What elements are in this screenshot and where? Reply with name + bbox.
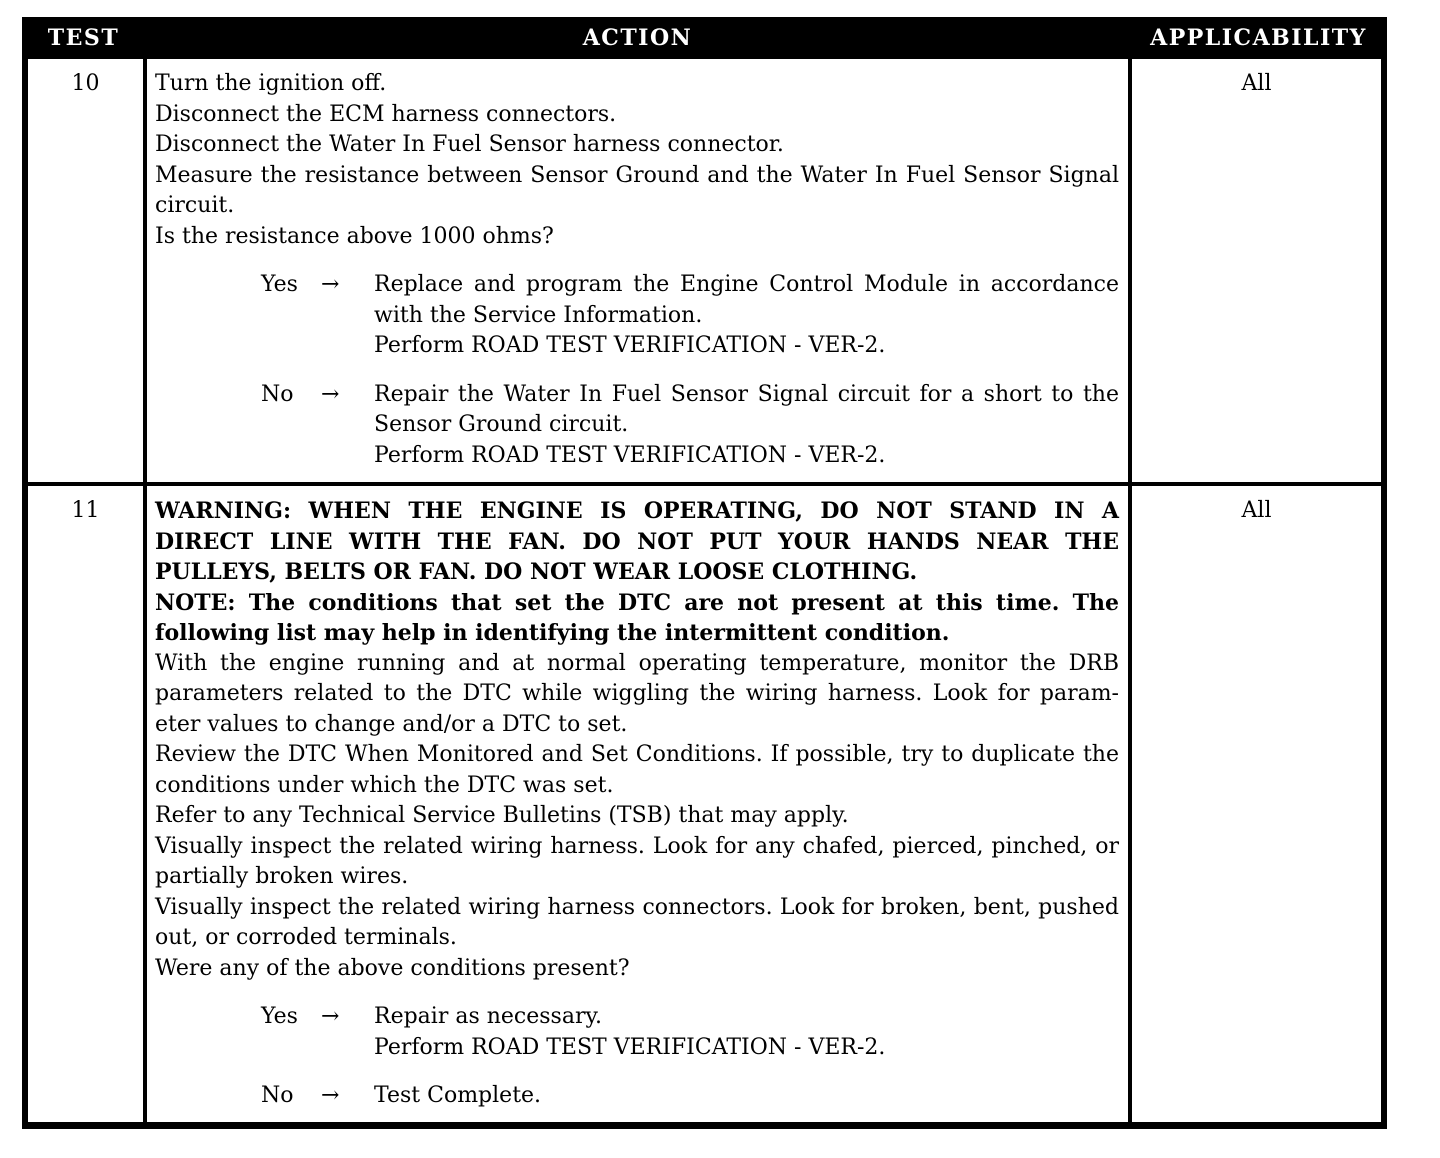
step: Review the DTC When Monitored and Set Conditions. If possible, try to duplicate the conditions under which the DTC was set.: [155, 742, 1119, 798]
step: With the engine running and at normal operating temperature, monitor the DRB parameters related to the DTC while wiggling the wiring harness. Look for param-eter values to change and/or a DTC to set.: [155, 650, 1119, 737]
step: Were any of the above conditions present?: [155, 955, 630, 981]
answer-label: No: [261, 381, 294, 407]
answer-no: [155, 1081, 1119, 1112]
answer-no: [155, 380, 1119, 472]
row-11-action-cell: [147, 486, 1128, 1122]
step: Disconnect the ECM harness connectors.: [155, 101, 617, 127]
applicability-value: All: [1241, 71, 1272, 96]
row-11-applicability-cell: [1132, 486, 1381, 1122]
answer-line: Repair the Water In Fuel Sensor Signal circuit for a short to the Sensor Ground circuit.: [374, 381, 1119, 437]
answer-yes: [155, 270, 1119, 362]
answer-line: Test Complete.: [374, 1083, 542, 1108]
arrow-icon: →: [321, 1083, 340, 1108]
note-text: NOTE: The conditions that set the DTC are not present at this time. The following list may help in identifying the intermittent condition.: [155, 589, 1119, 646]
arrow-icon: →: [321, 381, 340, 407]
header-action: ACTION: [582, 25, 693, 51]
answer-label: Yes: [261, 272, 298, 297]
answer-label: Yes: [261, 1004, 298, 1029]
diagnostic-table: [22, 17, 1387, 1129]
row-10-applicability-cell: [1132, 59, 1381, 482]
applicability-value: All: [1241, 498, 1272, 523]
step: Visually inspect the related wiring harness. Look for any chafed, pierced, pinched, or partially broken wires.: [155, 833, 1119, 889]
answer-label: No: [261, 1083, 294, 1108]
step: Turn the ignition off.: [155, 71, 387, 96]
arrow-icon: →: [321, 1004, 340, 1029]
step: Refer to any Technical Service Bulletins (TSB) that may apply.: [155, 803, 849, 828]
test-number: 11: [71, 498, 100, 523]
answer-line: Repair as necessary.: [374, 1004, 602, 1029]
answer-line: Replace and program the Engine Control Module in accordance with the Service Information.: [374, 272, 1119, 328]
answer-yes: [155, 1002, 1119, 1063]
step: Visually inspect the related wiring harness connectors. Look for broken, bent, pushed out, or corroded terminals.: [155, 894, 1119, 950]
answer-line: Perform ROAD TEST VERIFICATION - VER-2.: [374, 1034, 886, 1060]
arrow-icon: →: [321, 272, 340, 297]
answer-line: Perform ROAD TEST VERIFICATION - VER-2.: [374, 442, 886, 468]
row-10-test-cell: [28, 59, 143, 482]
warning-text: WARNING: WHEN THE ENGINE IS OPERATING, DO NOT STAND IN A DIRECT LINE WITH THE FAN. DO NOT PUT YOUR HANDS NEAR THE PULLEYS, BELTS OR FAN. DO NOT WEAR LOOSE CLOTHING.: [155, 498, 1119, 585]
step: Disconnect the Water In Fuel Sensor harness connector.: [155, 132, 784, 157]
row-11-test-cell: [28, 486, 143, 1122]
step: Is the resistance above 1000 ohms?: [155, 223, 554, 249]
row-10-action-cell: [147, 59, 1128, 482]
header-applicability: APPLICABILITY: [1150, 25, 1367, 51]
header-test: TEST: [47, 25, 120, 51]
test-number: 10: [71, 71, 100, 96]
step: Measure the resistance between Sensor Ground and the Water In Fuel Sensor Signal circuit.: [155, 162, 1119, 218]
answer-line: Perform ROAD TEST VERIFICATION - VER-2.: [374, 333, 886, 358]
